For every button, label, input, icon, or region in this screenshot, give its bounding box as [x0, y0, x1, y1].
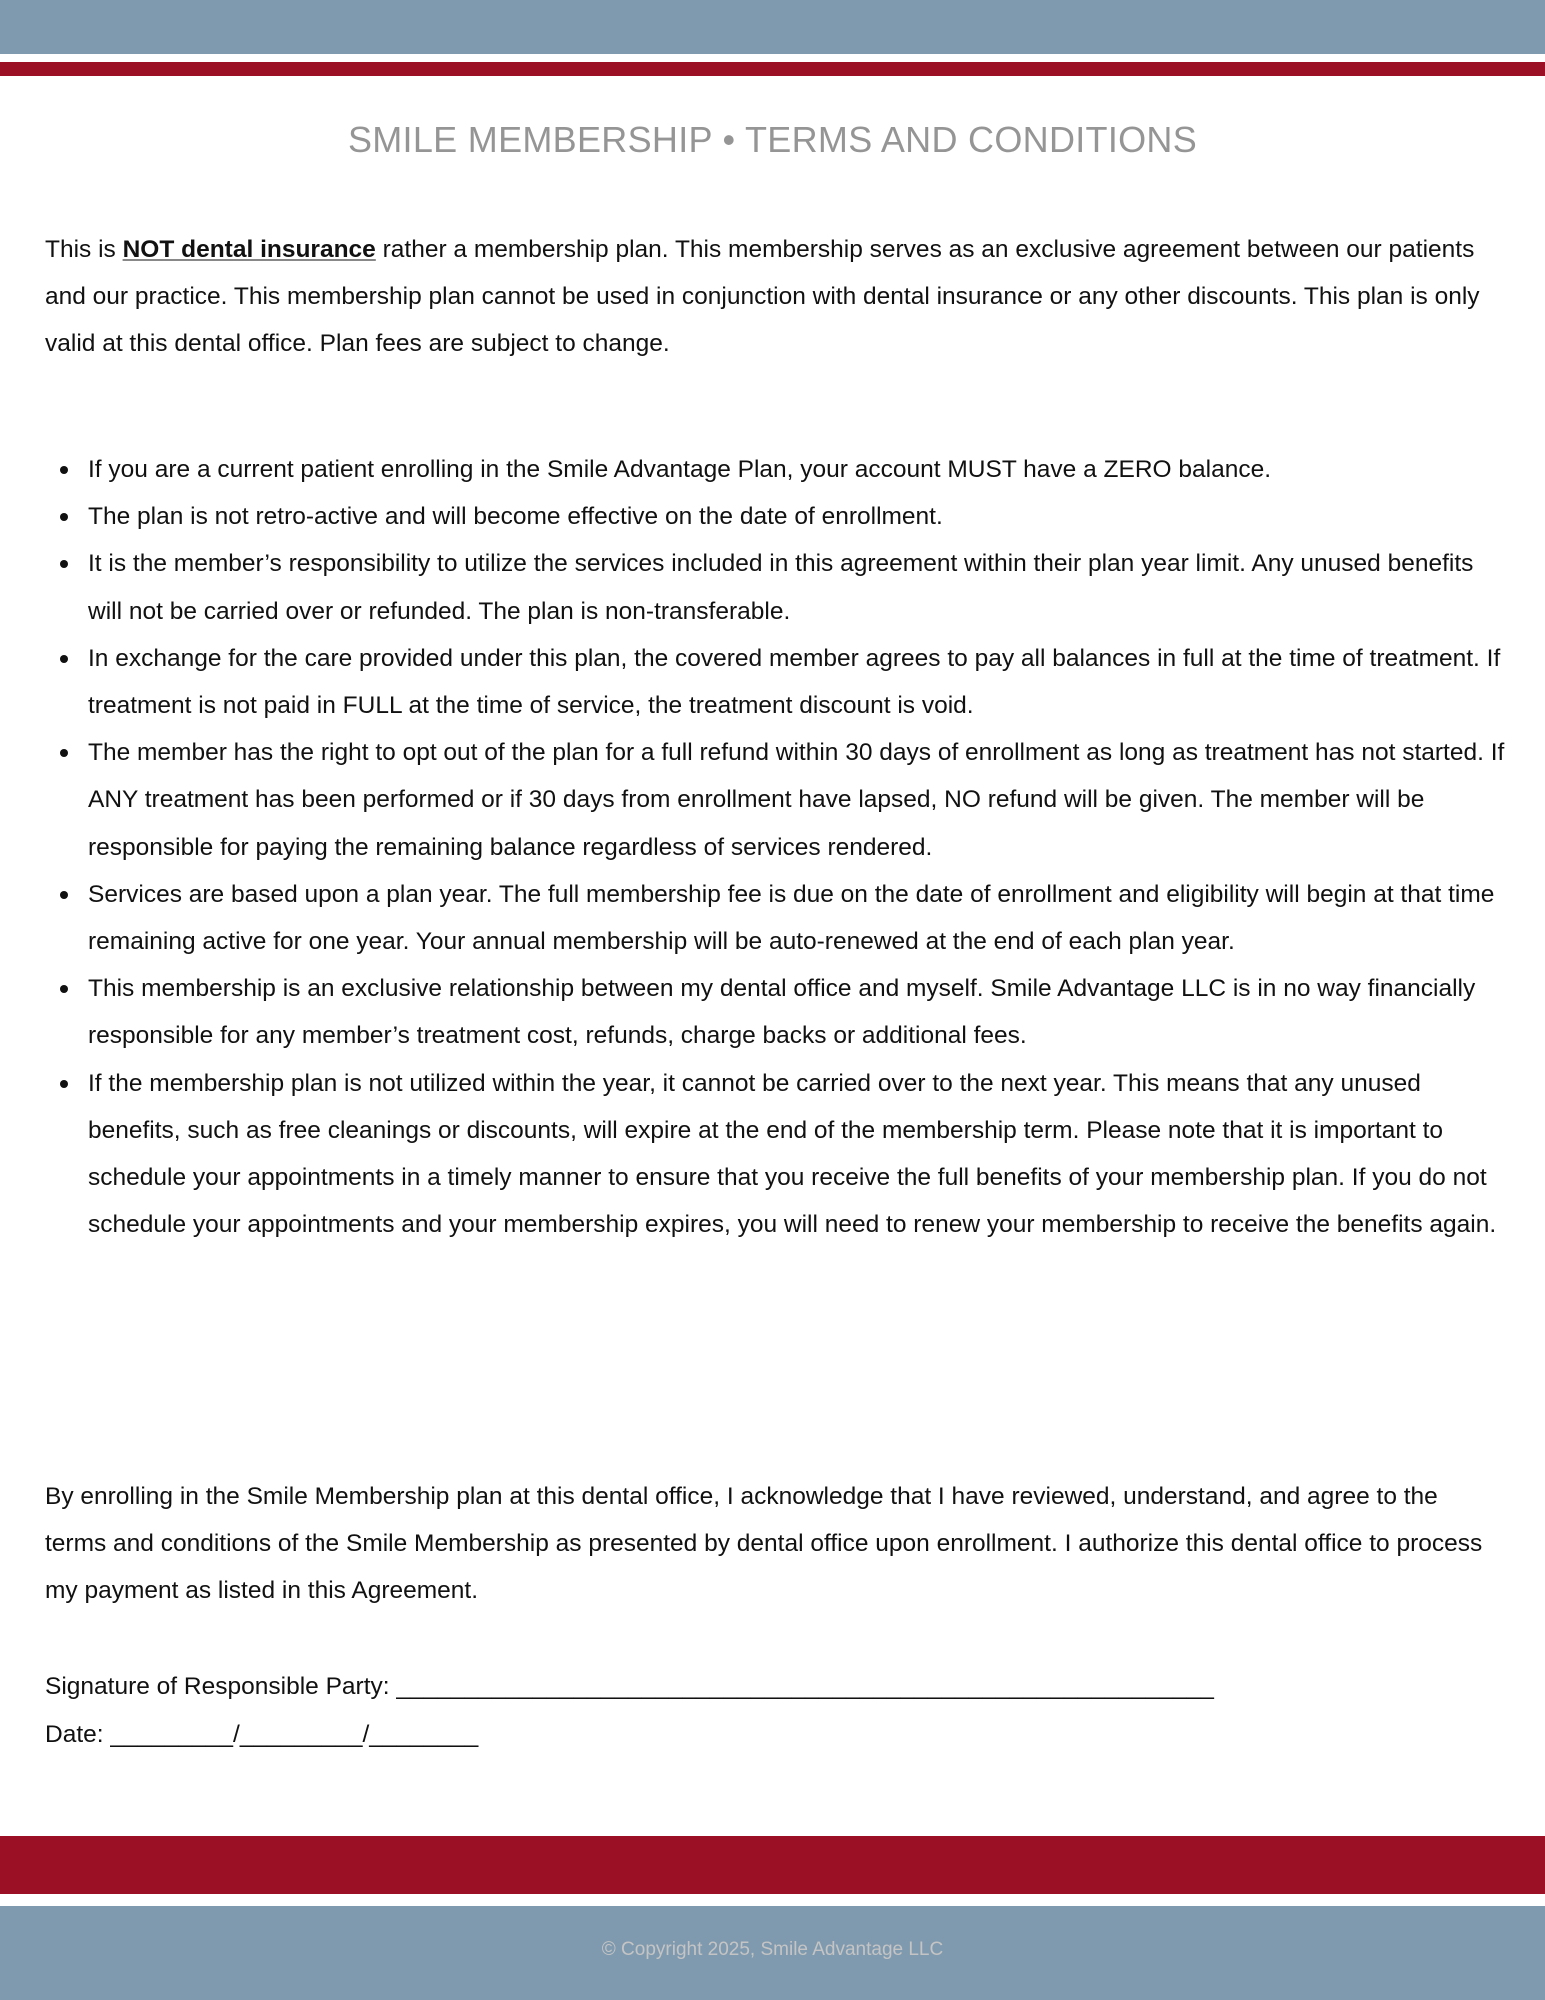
term-text: If you are a current patient enrolling in the Smile Advantage Plan, your account MUST have a ZERO balance. — [88, 456, 1272, 483]
term-text: The member has the right to opt out of the plan for a full refund within 30 days of enrollment as long as treatment has not started. If ANY treatment has been performed or if 30 days from enrollment have lapsed, NO refund will be given. The member will be responsible for paying the remaining balance regardless of services rendered. — [88, 739, 1505, 861]
bullet-icon — [60, 1080, 68, 1088]
date-field[interactable]: _________/_________/________ — [110, 1721, 479, 1748]
header-blue-band — [0, 0, 1545, 54]
bullet-icon — [60, 513, 68, 521]
page-title: SMILE MEMBERSHIP • TERMS AND CONDITIONS — [347, 119, 1198, 160]
bullet-icon — [60, 560, 68, 568]
term-item — [88, 635, 1508, 729]
bullet-icon — [60, 749, 68, 757]
term-text: In exchange for the care provided under this plan, the covered member agrees to pay all balances in full at the time of treatment. If treatment is not paid in FULL at the time of service, the treatment discount is void. — [88, 644, 1501, 720]
signature-line — [45, 1663, 1214, 1710]
term-item — [88, 493, 1508, 540]
date-label: Date: — [45, 1721, 111, 1748]
term-item — [88, 1060, 1508, 1249]
not-insurance-emphasis: NOT dental insurance — [122, 236, 376, 263]
term-item — [88, 871, 1508, 965]
term-text: The plan is not retro-active and will become effective on the date of enrollment. — [88, 503, 943, 531]
bullet-icon — [60, 655, 68, 663]
term-item — [88, 540, 1508, 634]
term-text: This membership is an exclusive relationship between my dental office and myself. Smile Advantage LLC is in no way financially responsible for any member’s treatment cost, refunds, charge backs or additional fees. — [88, 975, 1476, 1050]
date-line — [45, 1711, 478, 1758]
intro-paragraph — [45, 226, 1505, 368]
bullet-icon — [60, 985, 68, 993]
term-text: Services are based upon a plan year. The full membership fee is due on the date of enrollment and eligibility will begin at that time remaining active for one year. Your annual membership will be auto-renewed at the end of each plan year. — [88, 880, 1495, 956]
signature-label: Signature of Responsible Party: — [45, 1673, 397, 1700]
term-text: If the membership plan is not utilized within the year, it cannot be carried over to the next year. This means that any unused benefits, such as free cleanings or discounts, will expire at the end of the membership term. Please note that it is important to schedule your appointments in a timely manner to ensure that you receive the full benefits of your membership plan. If you do not schedule your appointments and your membership expires, you will need to renew your membership to receive the benefits again. — [88, 1069, 1497, 1239]
intro-suffix: rather a membership plan. This membership serves as an exclusive agreement between our patients and our practice. This membership plan cannot be used in conjunction with dental insurance or any other discounts. This plan is only valid at this dental office. Plan fees are subject to change. — [45, 236, 1480, 358]
acknowledgement-paragraph: By enrolling in the Smile Membership plan at this dental office, I acknowledge that I have reviewed, understand, and agree to the terms and conditions of the Smile Membership as presented by dental office upon enrollment. I authorize this dental office to process my payment as listed in this Agreement. — [45, 1483, 1483, 1605]
term-item — [88, 965, 1508, 1059]
bullet-icon — [60, 466, 68, 474]
terms-list — [45, 446, 1508, 1248]
term-item — [88, 446, 1508, 493]
term-item — [88, 729, 1508, 871]
signature-field[interactable]: ____________________________________________________________ — [396, 1673, 1214, 1700]
footer-red-band — [0, 1836, 1545, 1894]
header-red-stripe — [0, 62, 1545, 76]
term-text: It is the member’s responsibility to utilize the services included in this agreement within their plan year limit. Any unused benefits will not be carried over or refunded. The plan is non-transferable. — [88, 550, 1474, 625]
bullet-icon — [60, 891, 68, 899]
footer-copyright: © Copyright 2025, Smile Advantage LLC — [601, 1939, 944, 1960]
intro-prefix: This is — [45, 236, 123, 263]
